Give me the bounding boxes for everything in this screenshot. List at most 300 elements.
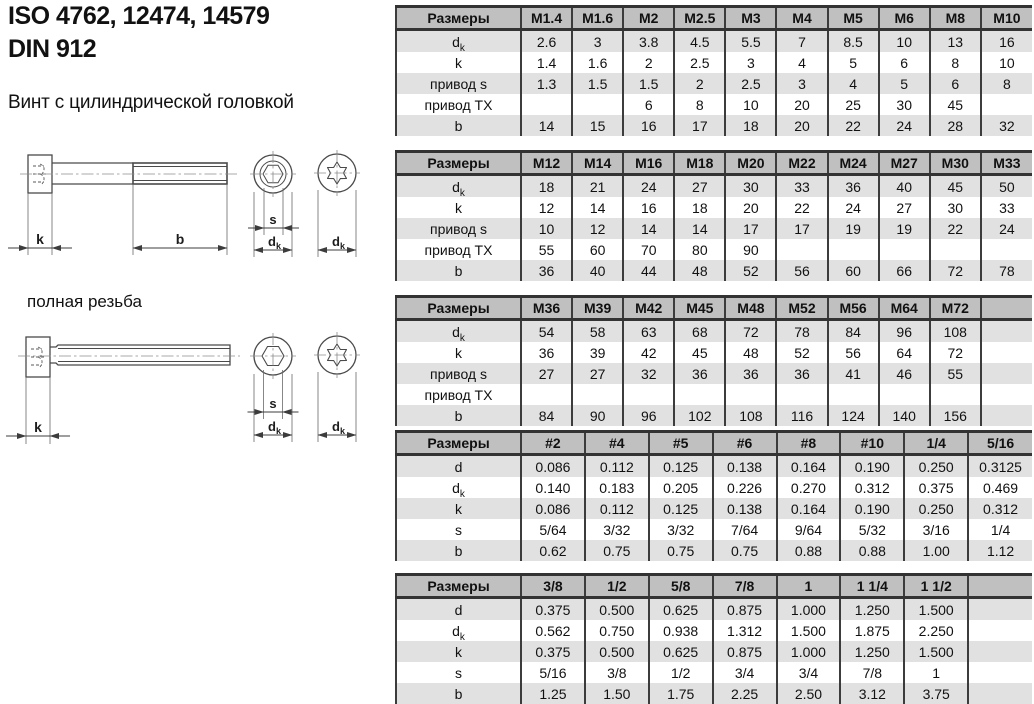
value-cell: 0.125 [649, 498, 713, 519]
size-column-header: M30 [930, 152, 981, 175]
standard-title-iso: ISO 4762, 12474, 14579 [8, 2, 270, 30]
value-cell: 36 [674, 363, 725, 384]
value-cell: 96 [879, 320, 930, 343]
size-column-header: M72 [930, 297, 981, 320]
value-cell: 90 [572, 405, 623, 426]
value-cell: 7/64 [713, 519, 777, 540]
row-label: привод s [396, 218, 521, 239]
value-cell: 0.250 [904, 498, 968, 519]
table-row [396, 620, 1032, 641]
value-cell: 156 [930, 405, 981, 426]
value-cell: 0.88 [840, 540, 904, 561]
row-label: s [396, 519, 521, 540]
table-header-row [396, 7, 1032, 30]
value-cell: 0.88 [777, 540, 841, 561]
row-label: d [396, 455, 521, 478]
value-cell: 84 [521, 405, 572, 426]
value-cell: 12 [572, 218, 623, 239]
value-cell: 116 [776, 405, 827, 426]
table-row [396, 405, 1032, 426]
value-cell: 0.625 [649, 641, 713, 662]
size-column-header: M4 [776, 7, 827, 30]
table-row [396, 455, 1032, 478]
value-cell: 70 [623, 239, 674, 260]
value-cell: 45 [674, 342, 725, 363]
size-column-header: M6 [879, 7, 930, 30]
table-row [396, 662, 1032, 683]
value-cell: 0.125 [649, 455, 713, 478]
value-cell: 0.500 [585, 598, 649, 621]
size-column-header: M8 [930, 7, 981, 30]
value-cell: 1.312 [713, 620, 777, 641]
size-column-header: #5 [649, 432, 713, 455]
value-cell: 72 [725, 320, 776, 343]
value-cell: 30 [879, 94, 930, 115]
value-cell: 1.5 [572, 73, 623, 94]
size-column-header: #8 [777, 432, 841, 455]
row-label: s [396, 662, 521, 683]
row-label: b [396, 540, 521, 561]
value-cell: 1/2 [649, 662, 713, 683]
value-cell: 30 [930, 197, 981, 218]
size-column-header: M36 [521, 297, 572, 320]
value-cell [828, 384, 879, 405]
row-label: $d_k$ [396, 620, 521, 641]
value-cell: 33 [981, 197, 1032, 218]
value-cell: 3/32 [649, 519, 713, 540]
row-label: b [396, 260, 521, 281]
value-cell: 1.4 [521, 52, 572, 73]
value-cell: 0.270 [777, 477, 841, 498]
row-label: привод TX [396, 384, 521, 405]
dim-label-k: k [36, 231, 44, 247]
value-cell: 16 [623, 115, 674, 136]
value-cell: 20 [776, 94, 827, 115]
dim-label-s: s [269, 396, 277, 411]
value-cell: 21 [572, 175, 623, 198]
value-cell: 0.164 [777, 455, 841, 478]
dim-label-s: s [269, 212, 277, 227]
value-cell: 1.25 [521, 683, 585, 704]
size-column-header: M2 [623, 7, 674, 30]
value-cell: 42 [623, 342, 674, 363]
size-column-header: M45 [674, 297, 725, 320]
value-cell: 24 [879, 115, 930, 136]
value-cell: 0.469 [968, 477, 1032, 498]
size-column-header: #4 [585, 432, 649, 455]
value-cell [879, 239, 930, 260]
value-cell: 12 [521, 197, 572, 218]
size-column-header: 1 1/2 [904, 575, 968, 598]
value-cell: 14 [572, 197, 623, 218]
value-cell: 0.562 [521, 620, 585, 641]
value-cell: 1.12 [968, 540, 1032, 561]
size-column-header: M64 [879, 297, 930, 320]
value-cell: 0.500 [585, 641, 649, 662]
value-cell: 32 [981, 115, 1032, 136]
value-cell: 48 [674, 260, 725, 281]
size-column-header [981, 297, 1032, 320]
size-column-header: 1 [777, 575, 841, 598]
value-cell: 84 [828, 320, 879, 343]
value-cell: 18 [725, 115, 776, 136]
size-column-header: M10 [981, 7, 1032, 30]
row-label: привод TX [396, 239, 521, 260]
value-cell: 52 [725, 260, 776, 281]
dimensions-table-metric-m36-m72 [395, 295, 1032, 426]
value-cell: 108 [725, 405, 776, 426]
value-cell: 96 [623, 405, 674, 426]
value-cell [981, 94, 1032, 115]
value-cell: 0.164 [777, 498, 841, 519]
size-column-header: M3 [725, 7, 776, 30]
value-cell: 54 [521, 320, 572, 343]
value-cell: 30 [725, 175, 776, 198]
value-cell: 0.112 [585, 498, 649, 519]
value-cell: 78 [776, 320, 827, 343]
value-cell [572, 384, 623, 405]
dimensions-table-inch-small [395, 430, 1032, 561]
value-cell: 28 [930, 115, 981, 136]
value-cell: 58 [572, 320, 623, 343]
value-cell: 3 [725, 52, 776, 73]
dim-label-dk: $d_k$ [332, 419, 345, 436]
value-cell: 0.750 [585, 620, 649, 641]
value-cell: 0.875 [713, 641, 777, 662]
table-row [396, 115, 1032, 136]
row-label: b [396, 405, 521, 426]
value-cell: 1.50 [585, 683, 649, 704]
value-cell: 8 [674, 94, 725, 115]
size-column-header: M33 [981, 152, 1032, 175]
row-label: k [396, 641, 521, 662]
size-column-header: 5/8 [649, 575, 713, 598]
sizes-header-cell: Размеры [396, 575, 521, 598]
value-cell: 44 [623, 260, 674, 281]
size-column-header: #2 [521, 432, 585, 455]
size-column-header: M1.6 [572, 7, 623, 30]
table-row [396, 540, 1032, 561]
value-cell: 2.50 [777, 683, 841, 704]
value-cell: 14 [521, 115, 572, 136]
size-column-header: 3/8 [521, 575, 585, 598]
value-cell: 60 [828, 260, 879, 281]
value-cell: 8 [930, 52, 981, 73]
value-cell: 10 [879, 30, 930, 53]
table-header-row [396, 152, 1032, 175]
value-cell: 0.086 [521, 498, 585, 519]
value-cell: 4 [776, 52, 827, 73]
dim-label-dk: $d_k$ [268, 419, 281, 436]
size-column-header: M48 [725, 297, 776, 320]
row-label: k [396, 52, 521, 73]
value-cell: 102 [674, 405, 725, 426]
table-row [396, 683, 1032, 704]
value-cell: 25 [828, 94, 879, 115]
value-cell: 60 [572, 239, 623, 260]
value-cell: 0.3125 [968, 455, 1032, 478]
table-row [396, 94, 1032, 115]
row-label: $d_k$ [396, 175, 521, 198]
dim-label-k: k [34, 419, 42, 435]
size-column-header: M2.5 [674, 7, 725, 30]
value-cell: 5/16 [521, 662, 585, 683]
value-cell: 124 [828, 405, 879, 426]
value-cell: 7 [776, 30, 827, 53]
table-row [396, 30, 1032, 53]
value-cell: 6 [879, 52, 930, 73]
value-cell: 5/32 [840, 519, 904, 540]
value-cell: 8.5 [828, 30, 879, 53]
value-cell [968, 598, 1032, 621]
value-cell: 17 [725, 218, 776, 239]
value-cell: 3 [776, 73, 827, 94]
value-cell: 0.140 [521, 477, 585, 498]
value-cell: 48 [725, 342, 776, 363]
size-column-header: M5 [828, 7, 879, 30]
value-cell: 3/4 [713, 662, 777, 683]
value-cell: 40 [879, 175, 930, 198]
value-cell: 72 [930, 260, 981, 281]
value-cell: 0.138 [713, 498, 777, 519]
value-cell: 41 [828, 363, 879, 384]
value-cell: 2.5 [725, 73, 776, 94]
value-cell [572, 94, 623, 115]
table-row [396, 239, 1032, 260]
value-cell: 36 [725, 363, 776, 384]
value-cell: 22 [828, 115, 879, 136]
size-column-header: 1/4 [904, 432, 968, 455]
product-name: Винт с цилиндрической головкой [8, 92, 294, 113]
value-cell: 108 [930, 320, 981, 343]
value-cell: 140 [879, 405, 930, 426]
value-cell: 1.5 [623, 73, 674, 94]
value-cell: 27 [674, 175, 725, 198]
table-header-row [396, 297, 1032, 320]
value-cell: 17 [674, 115, 725, 136]
value-cell: 10 [521, 218, 572, 239]
value-cell [930, 239, 981, 260]
table-row [396, 175, 1032, 198]
row-label: привод s [396, 73, 521, 94]
value-cell: 16 [623, 197, 674, 218]
row-label: k [396, 197, 521, 218]
value-cell: 0.75 [585, 540, 649, 561]
value-cell: 36 [828, 175, 879, 198]
value-cell [981, 405, 1032, 426]
value-cell [968, 620, 1032, 641]
row-label: $d_k$ [396, 320, 521, 343]
value-cell: 5 [828, 52, 879, 73]
value-cell: 36 [776, 363, 827, 384]
row-label: привод TX [396, 94, 521, 115]
value-cell: 20 [725, 197, 776, 218]
table-row [396, 320, 1032, 343]
size-column-header: M12 [521, 152, 572, 175]
value-cell: 14 [674, 218, 725, 239]
value-cell: 1.500 [904, 598, 968, 621]
value-cell: 8 [981, 73, 1032, 94]
sizes-header-cell: Размеры [396, 297, 521, 320]
size-column-header [968, 575, 1032, 598]
value-cell: 5.5 [725, 30, 776, 53]
size-column-header: 5/16 [968, 432, 1032, 455]
screw-drawing-partial-thread [0, 140, 390, 265]
screw-drawing-full-thread [0, 322, 390, 452]
value-cell: 1.000 [777, 598, 841, 621]
value-cell: 27 [879, 197, 930, 218]
value-cell: 0.226 [713, 477, 777, 498]
value-cell: 0.138 [713, 455, 777, 478]
value-cell: 45 [930, 175, 981, 198]
value-cell [968, 641, 1032, 662]
size-column-header: 1/2 [585, 575, 649, 598]
value-cell: 52 [776, 342, 827, 363]
size-column-header: M24 [828, 152, 879, 175]
row-label: $d_k$ [396, 477, 521, 498]
table-row [396, 218, 1032, 239]
value-cell: 1.500 [777, 620, 841, 641]
value-cell [776, 239, 827, 260]
value-cell: 24 [981, 218, 1032, 239]
size-column-header: M20 [725, 152, 776, 175]
value-cell [521, 94, 572, 115]
value-cell: 55 [930, 363, 981, 384]
table-row [396, 73, 1032, 94]
value-cell: 50 [981, 175, 1032, 198]
size-column-header: M52 [776, 297, 827, 320]
value-cell: 68 [674, 320, 725, 343]
value-cell: 0.183 [585, 477, 649, 498]
value-cell: 0.875 [713, 598, 777, 621]
value-cell: 0.205 [649, 477, 713, 498]
row-label: $d_k$ [396, 30, 521, 53]
value-cell: 3.12 [840, 683, 904, 704]
value-cell: 5 [879, 73, 930, 94]
value-cell: 2.5 [674, 52, 725, 73]
value-cell [828, 239, 879, 260]
value-cell [981, 320, 1032, 343]
dim-label-dk: $d_k$ [268, 234, 281, 251]
value-cell: 2 [674, 73, 725, 94]
value-cell: 4.5 [674, 30, 725, 53]
value-cell: 63 [623, 320, 674, 343]
value-cell: 6 [623, 94, 674, 115]
value-cell: 9/64 [777, 519, 841, 540]
dim-label-dk: $d_k$ [332, 234, 345, 251]
value-cell: 3.75 [904, 683, 968, 704]
table-row [396, 260, 1032, 281]
value-cell: 78 [981, 260, 1032, 281]
value-cell: 0.112 [585, 455, 649, 478]
value-cell: 2 [623, 52, 674, 73]
table-header-row [396, 432, 1032, 455]
value-cell: 24 [828, 197, 879, 218]
value-cell: 36 [521, 260, 572, 281]
value-cell: 24 [623, 175, 674, 198]
value-cell: 19 [828, 218, 879, 239]
value-cell [725, 384, 776, 405]
value-cell: 16 [981, 30, 1032, 53]
value-cell: 32 [623, 363, 674, 384]
full-thread-caption: полная резьба [27, 292, 142, 311]
value-cell: 20 [776, 115, 827, 136]
size-column-header: 7/8 [713, 575, 777, 598]
value-cell: 1.3 [521, 73, 572, 94]
value-cell: 55 [521, 239, 572, 260]
value-cell: 80 [674, 239, 725, 260]
value-cell: 3 [572, 30, 623, 53]
value-cell: 1.00 [904, 540, 968, 561]
row-label: b [396, 115, 521, 136]
sizes-header-cell: Размеры [396, 7, 521, 30]
value-cell: 19 [879, 218, 930, 239]
value-cell: 0.086 [521, 455, 585, 478]
value-cell: 3/32 [585, 519, 649, 540]
value-cell: 1.6 [572, 52, 623, 73]
table-row [396, 598, 1032, 621]
value-cell [968, 662, 1032, 683]
row-label: d [396, 598, 521, 621]
value-cell [776, 384, 827, 405]
title-block [8, 0, 294, 114]
row-label: k [396, 342, 521, 363]
value-cell: 0.75 [649, 540, 713, 561]
value-cell: 1 [904, 662, 968, 683]
value-cell: 3.8 [623, 30, 674, 53]
value-cell: 3/4 [777, 662, 841, 683]
value-cell: 1/4 [968, 519, 1032, 540]
table-row [396, 197, 1032, 218]
value-cell: 2.25 [713, 683, 777, 704]
dimensions-table-metric-m1.4-m10 [395, 5, 1032, 136]
value-cell: 0.250 [904, 455, 968, 478]
value-cell: 2.250 [904, 620, 968, 641]
dim-label-b: b [175, 231, 185, 247]
value-cell: 0.375 [521, 598, 585, 621]
value-cell: 0.625 [649, 598, 713, 621]
value-cell: 0.190 [840, 455, 904, 478]
size-column-header: M56 [828, 297, 879, 320]
value-cell: 2.6 [521, 30, 572, 53]
value-cell: 10 [981, 52, 1032, 73]
value-cell: 90 [725, 239, 776, 260]
dimensions-table-metric-m12-m33 [395, 150, 1032, 281]
table-row [396, 641, 1032, 662]
value-cell [623, 384, 674, 405]
value-cell: 1.250 [840, 641, 904, 662]
sizes-header-cell: Размеры [396, 432, 521, 455]
size-column-header: M14 [572, 152, 623, 175]
value-cell: 18 [521, 175, 572, 198]
value-cell: 0.375 [904, 477, 968, 498]
value-cell: 5/64 [521, 519, 585, 540]
size-column-header: M39 [572, 297, 623, 320]
size-column-header: M16 [623, 152, 674, 175]
value-cell [981, 239, 1032, 260]
size-column-header: M18 [674, 152, 725, 175]
value-cell: 72 [930, 342, 981, 363]
table-row [396, 363, 1032, 384]
value-cell: 66 [879, 260, 930, 281]
size-column-header: M42 [623, 297, 674, 320]
value-cell: 64 [879, 342, 930, 363]
value-cell: 10 [725, 94, 776, 115]
value-cell [930, 384, 981, 405]
value-cell [981, 363, 1032, 384]
value-cell: 56 [776, 260, 827, 281]
table-row [396, 519, 1032, 540]
